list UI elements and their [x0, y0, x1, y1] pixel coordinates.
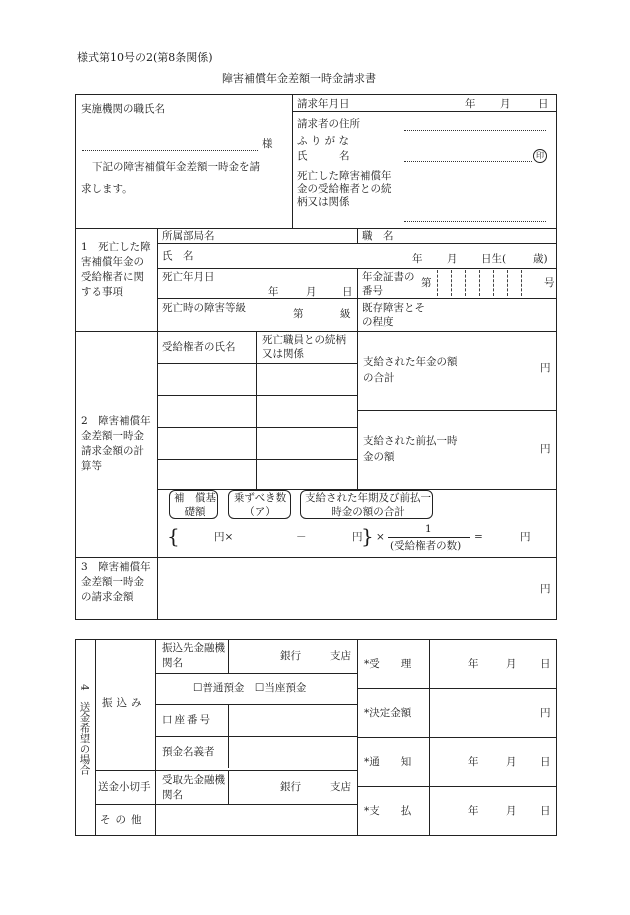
paid-pension-label: 支給された年金の額の合計	[363, 356, 458, 384]
section4-label: 4 送金希望の場合	[78, 684, 91, 775]
formula-comp-label: 補 償基礎額	[174, 492, 216, 518]
formula-paid-label: 支給された年期及び前払一時金の額の合計	[305, 492, 431, 518]
account-number-field[interactable]	[231, 708, 355, 734]
claimant-name-label: 氏 名	[297, 150, 350, 162]
account-holder-field[interactable]	[231, 740, 355, 766]
holder-name-header: 受給権者の氏名	[162, 341, 236, 353]
request-text-line1: 下記の障害補償年金差額一時金を請	[92, 161, 260, 173]
section1-label: 1 死亡した障害補償年金の受給権者に関する事項	[81, 241, 151, 298]
form-number: 様式第10号の2(第8条関係)	[77, 51, 213, 64]
pension-number-label: 年金証書の番号	[362, 271, 415, 297]
formula-mult-label: 乗ずべき数（ア）	[233, 492, 287, 518]
account-holder-label: 預金名義者	[162, 746, 215, 758]
decision-amount-label: *決定金額	[364, 707, 412, 719]
bank-name-label: 振込先金融機関名	[162, 642, 225, 669]
dept-label: 所属部局名	[162, 230, 215, 242]
transfer-label: 振込み	[102, 697, 146, 709]
other-field[interactable]	[158, 808, 354, 834]
notice-label: *通 知	[364, 756, 412, 768]
holder-name-cell-1[interactable]	[160, 368, 254, 392]
holder-name-cell-4[interactable]	[160, 462, 254, 486]
remittance-check-label: 送金小切手	[98, 781, 151, 793]
claimant-name-line[interactable]	[404, 161, 532, 162]
right-brace-icon: }	[361, 524, 374, 548]
holder-name-cell-3[interactable]	[160, 432, 254, 456]
account-number-label: 口座番号	[162, 714, 212, 726]
section2-label: 2 障害補償年金差額一時金請求金額の計算等	[81, 415, 151, 472]
receiving-bank-label: 受取先金融機関名	[162, 774, 225, 801]
address-label: 請求者の住所	[297, 118, 360, 130]
agency-name-line[interactable]	[82, 150, 258, 151]
sama-label: 様	[262, 138, 273, 150]
form-title: 障害補償年金差額一時金請求書	[222, 72, 376, 85]
left-brace-icon: {	[167, 524, 180, 548]
holder-name-cell-2[interactable]	[160, 400, 254, 424]
deposit-type-checkboxes[interactable]: ☐普通預金 ☐当座預金	[193, 682, 307, 694]
section3-label: 3 障害補償年金差額一時金の請求金額	[81, 561, 151, 603]
address-line[interactable]	[404, 130, 546, 131]
relation-line[interactable]	[404, 221, 546, 222]
deceased-name-label: 氏 名	[162, 250, 194, 262]
seal-mark: 印	[533, 149, 547, 163]
death-date-label: 死亡年月日	[162, 271, 215, 283]
payment-label: *支 払	[364, 805, 412, 817]
claim-amount-field[interactable]	[159, 560, 529, 616]
agency-label: 実施機関の職氏名	[81, 103, 165, 115]
relation-header: 死亡職員との続柄又は関係	[262, 334, 346, 360]
grade-label: 死亡時の障害等級	[162, 302, 246, 314]
receipt-label: *受 理	[364, 658, 412, 670]
post-label: 職 名	[362, 230, 394, 242]
claim-date-label: 請求年月日	[297, 98, 350, 110]
other-label: その他	[100, 814, 147, 826]
furigana-label: ふ り が な	[297, 135, 350, 147]
paid-advance-label: 支給された前払一時金の額	[363, 435, 458, 463]
existing-disability-label: 既存障害とその程度	[362, 302, 425, 328]
relation-label: 死亡した障害補償年金の受給権者との続柄又は関係	[297, 170, 392, 208]
formula-denominator: (受給権者の数)	[390, 540, 462, 552]
request-text-line2: 求します。	[81, 183, 133, 195]
